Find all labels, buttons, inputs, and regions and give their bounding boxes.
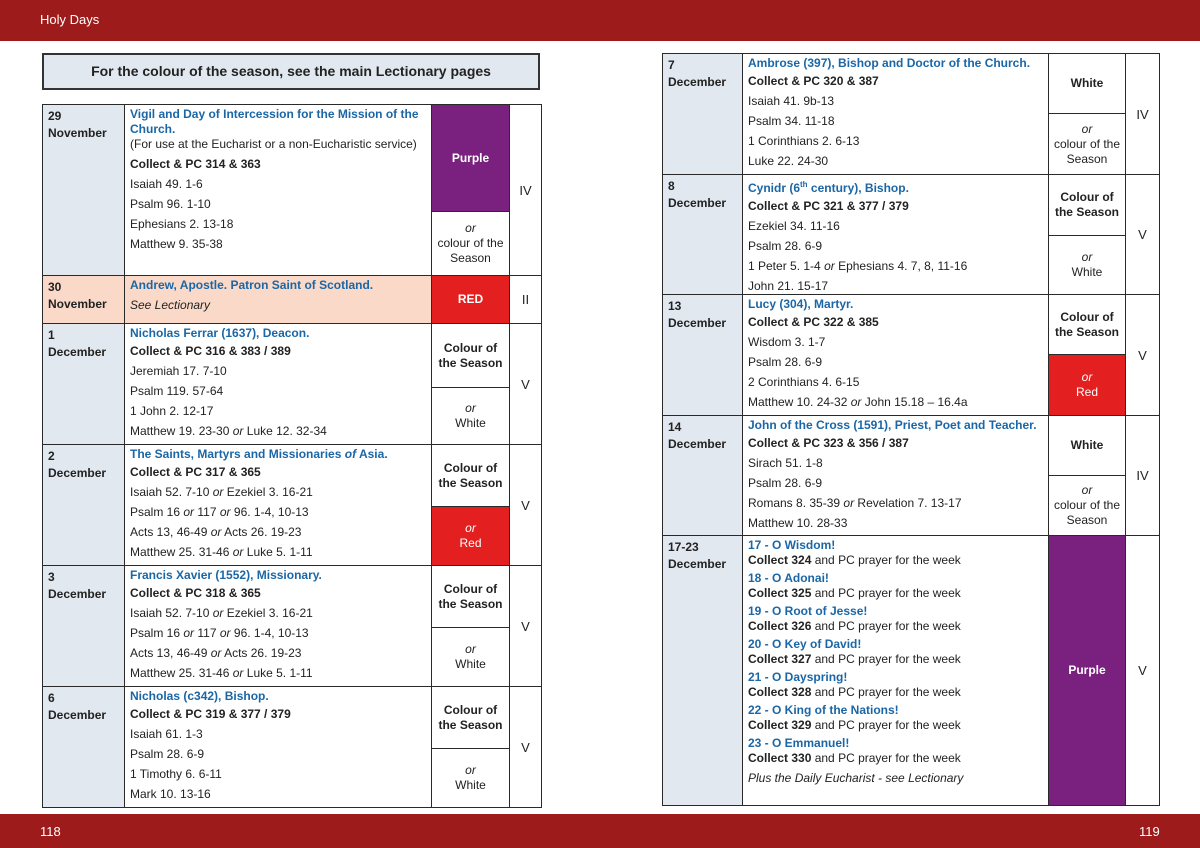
antiphon-title: 21 - O Dayspring! [748,670,848,684]
table-row [43,445,542,507]
entry-title: Ambrose (397), Bishop and Doctor of the Church. [748,56,1031,70]
entry-content [125,105,432,276]
antiphon-title: 19 - O Root of Jesse! [748,604,868,618]
page-number-right: 119 [1139,824,1160,839]
rank-label: IV [1126,416,1160,536]
reading: Matthew 10. 24-32 or John 15.18 – 16.4a [748,395,968,409]
rank-label: V [510,687,542,808]
table-row [663,416,1160,476]
rank-label: V [1126,536,1160,806]
liturgical-colour: Colour of the Season [432,324,510,388]
header-bar [0,0,1200,41]
table-row [663,54,1160,114]
reading: Psalm 119. 57-64 [130,384,224,398]
reading: Psalm 28. 6-9 [748,239,823,253]
collect-ref: Collect & PC 321 & 377 / 379 [748,199,909,213]
reading: 1 Timothy 6. 6-11 [130,767,222,781]
reading: 2 Corinthians 4. 6-15 [748,375,860,389]
entry-title: Nicholas Ferrar (1637), Deacon. [130,326,310,340]
reading: Ephesians 2. 13-18 [130,217,234,231]
antiphon-title: 22 - O King of the Nations! [748,703,899,717]
rank-label: V [1126,295,1160,416]
entry-title: Andrew, Apostle. Patron Saint of Scotland. [130,278,374,292]
antiphon-collect: Collect 330 and PC prayer for the week [748,751,961,765]
entry-title: The Saints, Martyrs and Missionaries of Asia. [130,447,388,461]
reading: 1 Peter 5. 1-4 or Ephesians 4. 7, 8, 11-16 [748,259,968,273]
antiphon-collect: Collect 324 and PC prayer for the week [748,553,961,567]
entry-note: Plus the Daily Eucharist - see Lectionary [748,771,964,785]
entry-content [125,687,432,808]
date-cell: 17-23 December [663,536,743,806]
liturgical-colour: Purple [432,105,510,212]
reading: Psalm 28. 6-9 [748,476,823,490]
reading: Matthew 10. 28-33 [748,516,848,530]
alt-colour: or colour of the Season [432,212,510,276]
reading: Romans 8. 35-39 or Revelation 7. 13-17 [748,496,962,510]
antiphon-collect: Collect 326 and PC prayer for the week [748,619,961,633]
rank-label: V [1126,175,1160,295]
entry-content [125,445,432,566]
reading: Isaiah 41. 9b-13 [748,94,835,108]
alt-colour: or White [1049,236,1126,295]
reading: Isaiah 52. 7-10 or Ezekiel 3. 16-21 [130,485,313,499]
liturgical-colour: Colour of the Season [432,566,510,628]
alt-colour: or White [432,388,510,445]
alt-colour: or White [432,628,510,687]
table-row [43,687,542,749]
alt-colour: or colour of the Season [1049,476,1126,536]
collect-ref: Collect & PC 323 & 356 / 387 [748,436,909,450]
liturgical-colour: White [1049,54,1126,114]
date-cell: 6 December [43,687,125,808]
entry-content [743,416,1049,536]
entry-title: Nicholas (c342), Bishop. [130,689,269,703]
reading: Matthew 25. 31-46 or Luke 5. 1-11 [130,666,313,680]
reading: Matthew 9. 35-38 [130,237,223,251]
reading: Isaiah 52. 7-10 or Ezekiel 3. 16-21 [130,606,313,620]
reading: Psalm 28. 6-9 [130,747,205,761]
antiphon-collect: Collect 328 and PC prayer for the week [748,685,961,699]
reading: Sirach 51. 1-8 [748,456,823,470]
table-row [663,536,1160,806]
rank-label: IV [1126,54,1160,175]
entry-content [125,566,432,687]
entry-note: See Lectionary [130,298,211,312]
reading: Psalm 34. 11-18 [748,114,835,128]
reading: Isaiah 49. 1-6 [130,177,203,191]
antiphon-collect: Collect 325 and PC prayer for the week [748,586,961,600]
entry-subtitle: (For use at the Eucharist or a non-Eucharistic service) [130,137,417,151]
date-cell: 29 November [43,105,125,276]
reading: Psalm 16 or 117 or 96. 1-4, 10-13 [130,626,309,640]
liturgical-colour: Colour of the Season [1049,175,1126,236]
reading: Acts 13, 46-49 or Acts 26. 19-23 [130,525,302,539]
liturgical-colour: Purple [1049,536,1126,806]
entry-title: Cynidr (6th century), Bishop. [748,180,909,195]
entry-content [125,324,432,445]
table-row [663,295,1160,355]
antiphon-collect: Collect 329 and PC prayer for the week [748,718,961,732]
footer-bar [0,814,1200,848]
antiphon-title: 23 - O Emmanuel! [748,736,850,750]
date-cell: 7 December [663,54,743,175]
collect-ref: Collect & PC 314 & 363 [130,157,261,171]
reading: John 21. 15-17 [748,279,829,293]
reading: Psalm 28. 6-9 [748,355,823,369]
antiphon-title: 17 - O Wisdom! [748,538,836,552]
reading: 1 Corinthians 2. 6-13 [748,134,860,148]
entry-content [743,54,1049,175]
reading: Isaiah 61. 1-3 [130,727,203,741]
entry-content [125,276,432,324]
date-cell: 1 December [43,324,125,445]
table-row [43,566,542,628]
left-calendar-table [42,104,542,808]
reading: Psalm 96. 1-10 [130,197,211,211]
entry-content [743,175,1049,295]
reading: Matthew 19. 23-30 or Luke 12. 32-34 [130,424,327,438]
date-cell: 8 December [663,175,743,295]
reading: Jeremiah 17. 7-10 [130,364,227,378]
entry-content [743,536,1049,806]
liturgical-colour: Colour of the Season [432,687,510,749]
entry-content [743,295,1049,416]
table-row [43,105,542,212]
reading: Ezekiel 34. 11-16 [748,219,840,233]
reading: Wisdom 3. 1-7 [748,335,826,349]
liturgical-colour: White [1049,416,1126,476]
rank-label: IV [510,105,542,276]
alt-colour: or Red [432,507,510,566]
table-row [663,175,1160,236]
liturgical-colour: Colour of the Season [1049,295,1126,355]
collect-ref: Collect & PC 319 & 377 / 379 [130,707,291,721]
table-row [43,276,542,324]
reading: Mark 10. 13-16 [130,787,211,801]
rank-label: V [510,445,542,566]
entry-title: Francis Xavier (1552), Missionary. [130,568,322,582]
date-cell: 3 December [43,566,125,687]
table-row [43,324,542,388]
date-cell: 2 December [43,445,125,566]
liturgical-colour: Colour of the Season [432,445,510,507]
antiphon-title: 18 - O Adonai! [748,571,829,585]
rank-label: II [510,276,542,324]
alt-colour: or colour of the Season [1049,114,1126,175]
entry-title: John of the Cross (1591), Priest, Poet and Teacher. [748,418,1037,432]
collect-ref: Collect & PC 317 & 365 [130,465,261,479]
section-title: Holy Days [40,12,100,27]
date-cell: 14 December [663,416,743,536]
reading: 1 John 2. 12-17 [130,404,214,418]
entry-title: Vigil and Day of Intercession for the Mission of the Church. [130,107,419,136]
collect-ref: Collect & PC 322 & 385 [748,315,879,329]
date-cell: 13 December [663,295,743,416]
alt-colour: or Red [1049,355,1126,416]
collect-ref: Collect & PC 320 & 387 [748,74,879,88]
reading: Acts 13, 46-49 or Acts 26. 19-23 [130,646,302,660]
liturgical-colour: RED [432,276,510,324]
page-number-left: 118 [40,824,61,839]
right-calendar-table [662,53,1160,806]
rank-label: V [510,566,542,687]
collect-ref: Collect & PC 318 & 365 [130,586,261,600]
alt-colour: or White [432,749,510,808]
entry-title: Lucy (304), Martyr. [748,297,854,311]
date-cell: 30 November [43,276,125,324]
collect-ref: Collect & PC 316 & 383 / 389 [130,344,291,358]
reading: Psalm 16 or 117 or 96. 1-4, 10-13 [130,505,309,519]
season-colour-notice: For the colour of the season, see the main Lectionary pages [42,53,540,90]
rank-label: V [510,324,542,445]
antiphon-collect: Collect 327 and PC prayer for the week [748,652,961,666]
antiphon-title: 20 - O Key of David! [748,637,862,651]
reading: Matthew 25. 31-46 or Luke 5. 1-11 [130,545,313,559]
reading: Luke 22. 24-30 [748,154,829,168]
